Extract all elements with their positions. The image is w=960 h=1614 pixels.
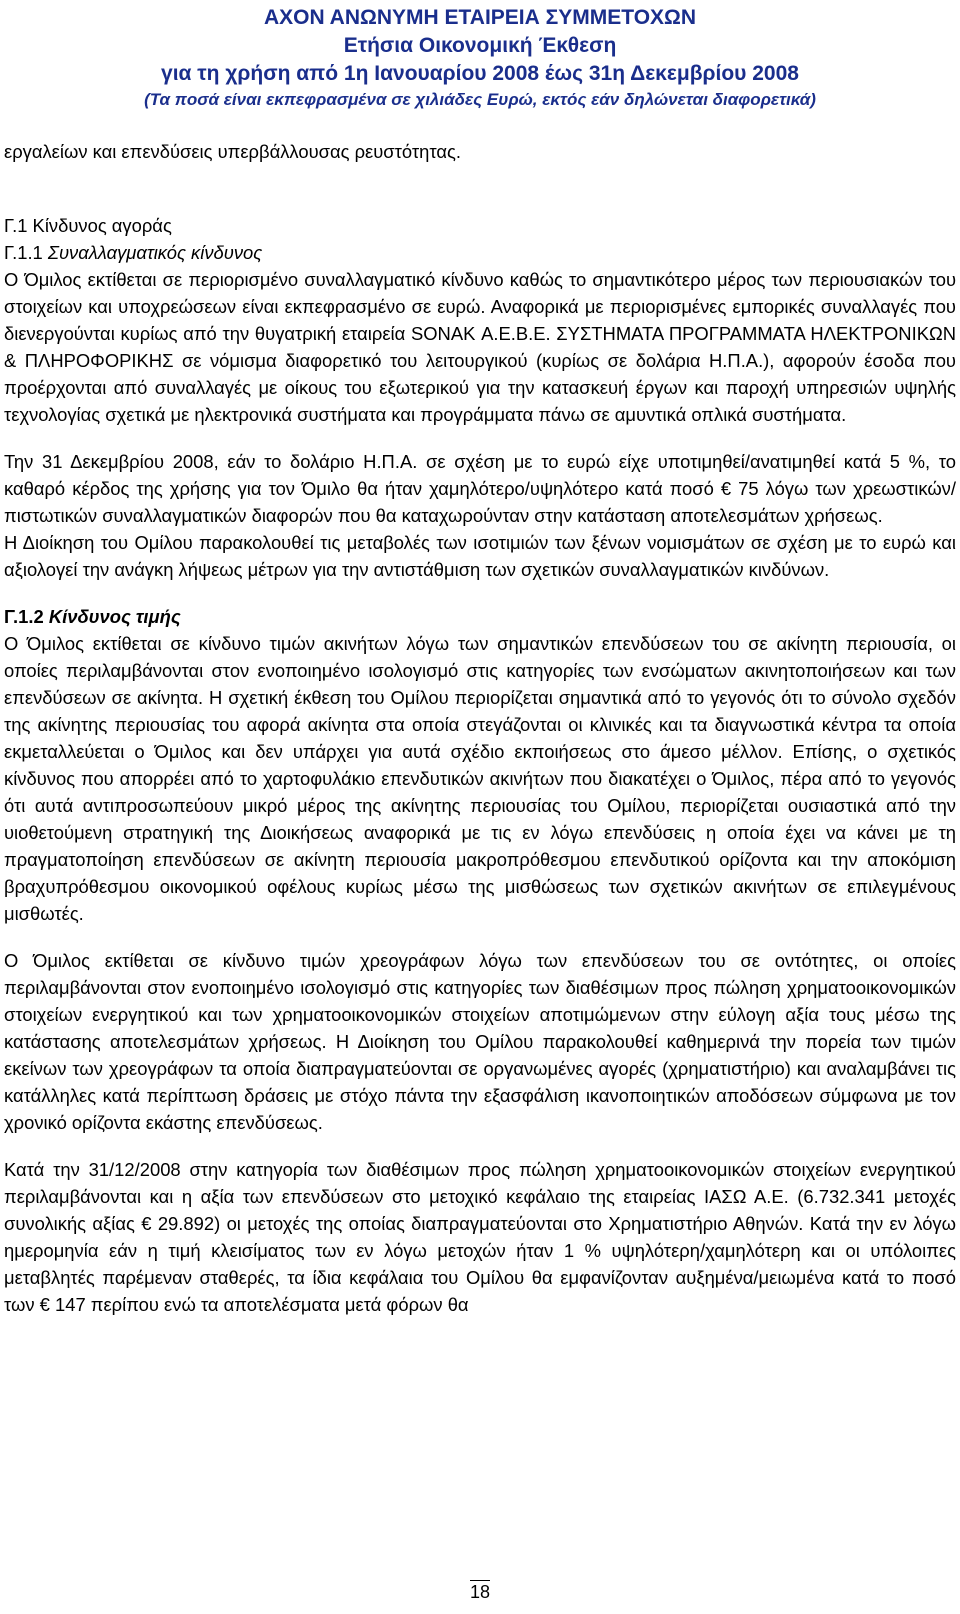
report-period: για τη χρήση από 1η Ιανουαρίου 2008 έως 31η Δεκεμβρίου 2008 [161, 62, 799, 85]
report-title: Ετήσια Οικονομική Έκθεση [343, 34, 617, 57]
paragraph-price-2: Ο Όμιλος εκτίθεται σε κίνδυνο τιμών χρεογράφων λόγω των επενδύσεων του σε οντότητες, οι οποίες περιλαμβάνονται στον ενοποιημένο ισολογισμό στις κατηγορίες των διαθέσιμων προς πώληση χρηματοοικονομικών στοιχείων ενεργητικού και των χρηματοοικονομικών στοιχείων αποτιμώμενων στην εύλογη αξία τους μέσω της κατάστασης αποτελεσμάτων χρήσεως. Η Διοίκηση του Ομίλου παρακολουθεί καθημερινά την πορεία των τιμών εκείνων των χρεογράφων τα οποία διαπραγματεύονται σε οργανωμένες αγορές (χρηματιστήριο) και αναλαμβάνει τις κατάλληλες κατά περίπτωση δράσεις με στόχο πάντα την εξασφάλιση ικανοποιητικών αποδόσεων σύμφωνα με τον χρονικό ορίζοντα εκάστης επενδύσεως. [4, 950, 956, 1133]
paragraph-price-3: Κατά την 31/12/2008 στην κατηγορία των διαθέσιμων προς πώληση χρηματοοικονομικών στοιχείων ενεργητικού περιλαμβάνονται και η αξία των επενδύσεων στο μετοχικό κεφάλαιο της εταιρείας ΙΑΣΩ Α.Ε. (6.732.341 μετοχές συνολικής αξίας € 29.892) οι μετοχές της οποίας διαπραγματεύονται στο Χρηματιστήριο Αθηνών. Κατά την εν λόγω ημερομηνία εάν η τιμή κλεισίματος των εν λόγω μετοχών ήταν 1 % υψηλότερη/χαμηλότερη και οι υπόλοιπες μεταβλητές παρέμεναν σταθερές, τα ίδια κεφάλαια του Ομίλου θα εμφανίζονταν αυξημένα/μειωμένα κατά το ποσό των € 147 περίπου ενώ τα αποτελέσματα μετά φόρων θα [4, 1159, 956, 1315]
paragraph-intro: εργαλείων και επενδύσεις υπερβάλλουσας ρευστότητας. [4, 141, 461, 162]
heading-price-risk [4, 603, 956, 630]
footer-rule [470, 1580, 490, 1581]
heading-price-title: Κίνδυνος τιμής [48, 606, 181, 627]
paragraph-fx-2: Την 31 Δεκεμβρίου 2008, εάν το δολάριο Η.Π.Α. σε σχέση με το ευρώ είχε υποτιμηθεί/ανατιμηθεί κατά 5 %, το καθαρό κέρδος της χρήσης για τον Όμιλο θα ήταν χαμηλότερο/υψηλότερο κατά ποσό € 75 λόγω των χρεωστικών/πιστωτικών συναλλαγματικών διαφορών που θα καταχωρούνταν στην κατάσταση αποτελεσμάτων χρήσεως. [4, 451, 956, 526]
page-number: 18 [469, 1582, 491, 1602]
paragraph-fx-1: Ο Όμιλος εκτίθεται σε περιορισμένο συναλλαγματικό κίνδυνο καθώς το σημαντικότερο μέρος των περιουσιακών του στοιχείων και υποχρεώσεων είναι εκπεφρασμένο σε ευρώ. Αναφορικά με περιορισμένες εμπορικές συναλλαγές που διενεργούνται κυρίως από την θυγατρική εταιρεία SONAK Α.Ε.Β.Ε. ΣΥΣΤΗΜΑΤΑ ΠΡΟΓΡΑΜΜΑΤΑ ΗΛΕΚΤΡΟΝΙΚΩΝ & ΠΛΗΡΟΦΟΡΙΚΗΣ σε νόμισμα διαφορετικό του λειτουργικού (κυρίως σε δολάρια Η.Π.Α.), αφορούν έσοδα που προέρχονται από συναλλαγές με οίκους του εξωτερικού για την κατασκευή έργων και παροχή υπηρεσιών υψηλής τεχνολογίας σχετικά με ηλεκτρονικά συστήματα και προγράμματα πάνω σε αμυντικά οπλικά συστήματα. [4, 269, 956, 425]
paragraph-fx-3: Η Διοίκηση του Ομίλου παρακολουθεί τις μεταβολές των ισοτιμιών των ξένων νομισμάτων σε σχέση με το ευρώ και αξιολογεί την ανάγκη λήψεως μέτρων για την αντιστάθμιση των σχετικών συναλλαγματικών κινδύνων. [4, 532, 956, 580]
heading-market-risk: Γ.1 Κίνδυνος αγοράς [4, 215, 172, 236]
heading-price-number: Γ.1.2 [4, 606, 44, 627]
heading-fx-number: Γ.1.1 [4, 242, 43, 263]
report-header [0, 4, 960, 112]
heading-fx-risk [4, 239, 956, 266]
currency-note: (Τα ποσά είναι εκπεφρασμένα σε χιλιάδες Ευρώ, εκτός εάν δηλώνεται διαφορετικά) [144, 90, 816, 109]
paragraph-price-1: Ο Όμιλος εκτίθεται σε κίνδυνο τιμών ακινήτων λόγω των σημαντικών επενδύσεων του σε ακίνητη περιουσία, οι οποίες περιλαμβάνονται στον ενοποιημένο ισολογισμό στις κατηγορίες των ενσώματων ακινητοποιήσεων και των επενδύσεων σε ακίνητα. Η σχετική έκθεση του Ομίλου περιορίζεται σημαντικά από το γεγονός ότι το σύνολο σχεδόν της ακίνητης περιουσίας του αφορά ακίνητα στα οποία στεγάζονται οι κλινικές και τα διαγνωστικά κέντρα τα οποία εκμεταλλεύεται ο Όμιλος και δεν υπάρχει για αυτά σχέδιο εκποιήσεως στο άμεσο μέλλον. Επίσης, ο σχετικός κίνδυνος που απορρέει από το χαρτοφυλάκιο επενδυτικών ακινήτων που διακατέχει ο Όμιλος, πέρα από το γεγονός ότι αυτά αντιπροσωπεύουν μικρό μέρος της ακίνητης περιουσίας του Ομίλου, περιορίζεται ουσιαστικά από την υιοθετούμενη στρατηγική της Διοικήσεως αναφορικά με τις εν λόγω επενδύσεις η οποία έχει να κάνει με τη πραγματοποίηση επενδύσεων σε ακίνητη περιουσία μακροπρόθεσμου επενδυτικού ορίζοντα και την αποκόμιση βραχυπρόθεσμου οικονομικού οφέλους κυρίως μέσω της μισθώσεως των σχετικών ακινήτων σε επιλεγμένους μισθωτές. [4, 633, 956, 924]
heading-fx-title: Συναλλαγματικός κίνδυνος [47, 242, 263, 263]
page-body [4, 138, 956, 1318]
company-name: ΑΧΟΝ ΑΝΩΝΥΜΗ ΕΤΑΙΡΕΙΑ ΣΥΜΜΕΤΟΧΩΝ [263, 6, 697, 29]
